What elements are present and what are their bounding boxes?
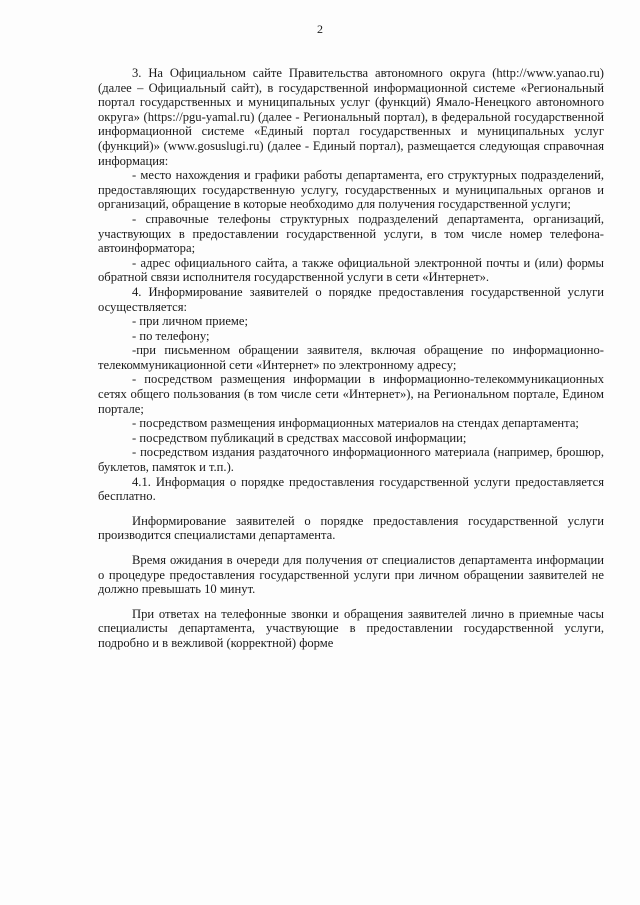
document-body [98, 66, 604, 651]
paragraph: - посредством размещения информационных материалов на стендах департамента; [132, 416, 579, 431]
paragraph: -при письменном обращении заявителя, включая обращение по информационно-телекоммуникационной сети «Интернет» по электронному адресу; [98, 343, 604, 372]
paragraph: 4.1. Информация о порядке предоставления государственной услуги предоставляется бесплатно. [98, 474, 604, 504]
paragraph: Информирование заявителей о порядке предоставления государственной услуги производится специалистами департамента. [98, 513, 604, 543]
paragraph: - место нахождения и графики работы департамента, его структурных подразделений, предоставляющих государственную услугу, государственных и муниципальных органов и организаций, обращение в которые необходимо для получения государственной услуги; [98, 168, 604, 212]
paragraph: 4. Информирование заявителей о порядке предоставления государственной услуги осуществляется: [98, 284, 604, 314]
paragraph: - по телефону; [132, 328, 210, 343]
page-number: 2 [317, 22, 323, 36]
paragraph: - посредством издания раздаточного информационного материала (например, брошюр, буклетов, памяток и т.п.). [98, 445, 604, 475]
paragraph: - адрес официального сайта, а также официальной электронной почты и (или) формы обратной связи исполнителя государственной услуги в сети «Интернет». [98, 255, 604, 285]
paragraph: 3. На Официальном сайте Правительства автономного округа (http://www.yanao.ru) (далее – Официальный сайт), в государственной информационной системе «Региональный портал государственных и муниципальных услуг (функций) Ямало-Ненецкого автономного округа» (https://pgu-yamal.ru) (далее - Региональный портал), в федеральной государственной информационной системе «Единый портал государственных и муниципальных услуг (функций)» (www.gosuslugi.ru) (далее - Единый портал), размещается следующая справочная информация: [98, 66, 604, 168]
paragraph: При ответах на телефонные звонки и обращения заявителей лично в приемные часы специалисты департамента, участвующие в предоставлении государственной услуги, подробно и в вежливой (корректной) форме [98, 606, 604, 650]
paragraph: - посредством публикаций в средствах массовой информации; [132, 430, 467, 445]
paragraph: - при личном приеме; [132, 314, 248, 329]
paragraph: Время ожидания в очереди для получения от специалистов департамента информации о процедуре предоставления государственной услуги при личном обращении заявителей не должно превышать 10 минут. [98, 553, 604, 597]
paragraph: - посредством размещения информации в информационно-телекоммуникационных сетях общего пользования (в том числе сети «Интернет»), на Региональном портале, Едином портале; [98, 372, 604, 416]
paragraph: - справочные телефоны структурных подразделений департамента, организаций, участвующих в предоставлении государственной услуги, в том числе номер телефона-автоинформатора; [98, 211, 604, 256]
